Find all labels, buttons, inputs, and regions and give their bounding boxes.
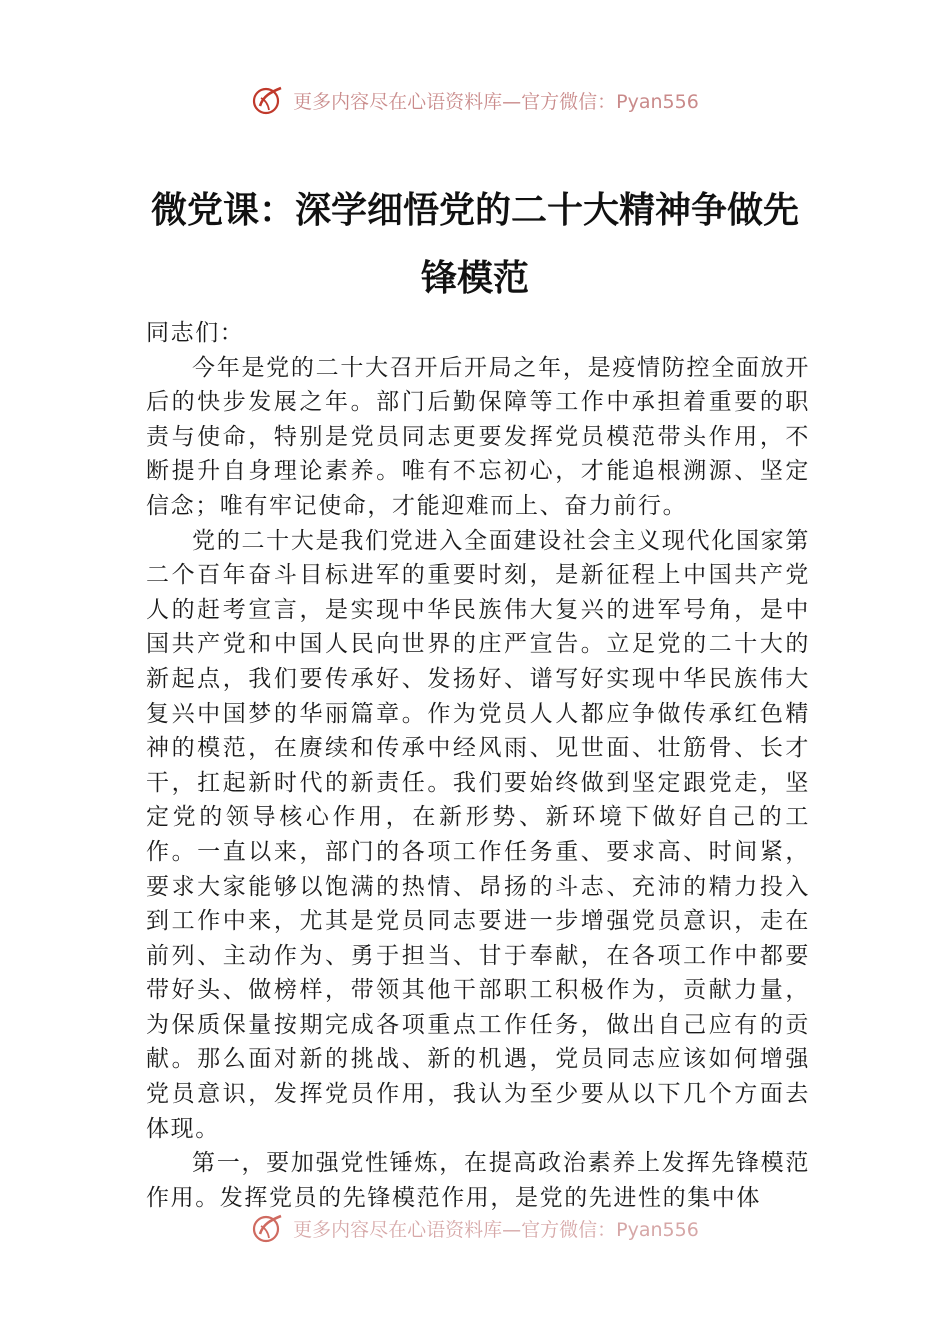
- paragraph-3: 第一，要加强党性锤炼，在提高政治素养上发挥先锋模范作用。发挥党员的先锋模范作用，是党的先进性的集中体: [146, 1150, 810, 1211]
- document-title-line-1: 微党课：深学细悟党的二十大精神争做先: [150, 189, 799, 231]
- document-body: [146, 316, 810, 1215]
- logo-icon: [251, 84, 285, 116]
- document-title-line-2: 锋模范: [420, 257, 529, 299]
- paragraph-1: 今年是党的二十大召开后开局之年，是疫情防控全面放开后的快步发展之年。部门后勤保障等工作中承担着重要的职责与使命，特别是党员同志更要发挥党员模范带头作用，不断提升自身理论素养。唯有不忘初心，才能追根溯源、坚定信念；唯有牢记使命，才能迎难而上、奋力前行。: [146, 354, 810, 519]
- footer-watermark: [0, 1212, 950, 1244]
- salutation: 同志们：: [146, 320, 245, 346]
- header-watermark-text: 更多内容尽在心语资料库—官方微信：Pyan556: [293, 90, 699, 113]
- logo-icon: [251, 1212, 285, 1244]
- footer-watermark-text: 更多内容尽在心语资料库—官方微信：Pyan556: [293, 1218, 699, 1241]
- paragraph-2: 党的二十大是我们党进入全面建设社会主义现代化国家第二个百年奋斗目标进军的重要时刻，是新征程上中国共产党人的赶考宣言，是实现中华民族伟大复兴的进军号角，是中国共产党和中国人民向世界的庄严宣告。立足党的二十大的新起点，我们要传承好、发扬好、谱写好实现中华民族伟大复兴中国梦的华丽篇章。作为党员人人都应争做传承红色精神的模范，在赓续和传承中经风雨、见世面、壮筋骨、长才干，扛起新时代的新责任。我们要始终做到坚定跟党走，坚定党的领导核心作用，在新形势、新环境下做好自己的工作。一直以来，部门的各项工作任务重、要求高、时间紧，要求大家能够以饱满的热情、昂扬的斗志、充沛的精力投入到工作中来，尤其是党员同志要进一步增强党员意识，走在前列、主动作为、勇于担当、甘于奉献，在各项工作中都要带好头、做榜样，带领其他干部职工积极作为，贡献力量，为保质保量按期完成各项重点工作任务，做出自己应有的贡献。那么面对新的挑战、新的机遇，党员同志应该如何增强党员意识，发挥党员作用，我认为至少要从以下几个方面去体现。: [146, 527, 810, 1142]
- header-watermark: [0, 84, 950, 116]
